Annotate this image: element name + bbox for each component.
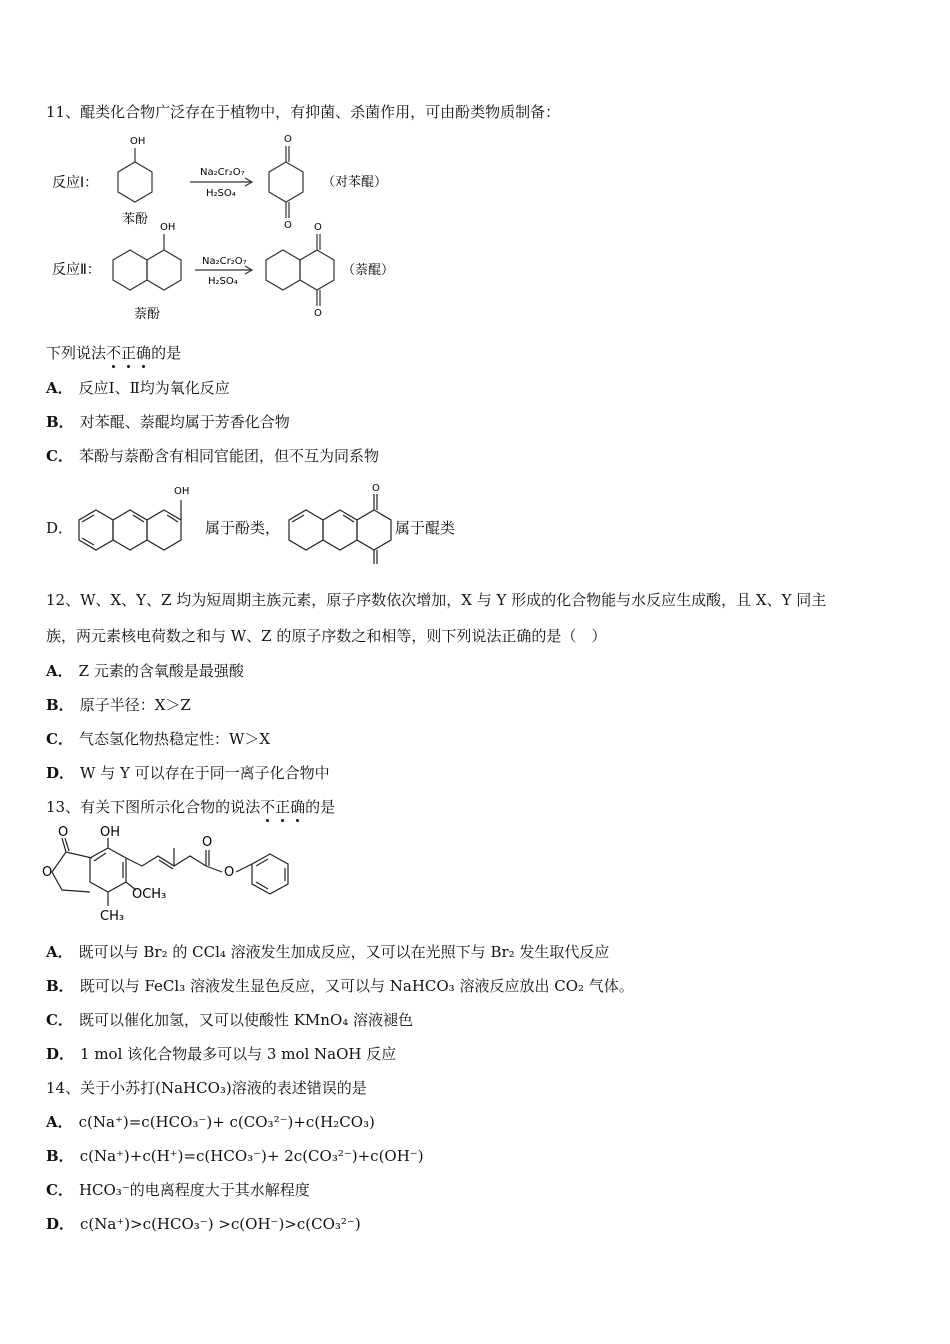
anthrol-structure [76, 482, 206, 562]
reagent-1-top: Na₂Cr₂O₇ [200, 167, 245, 178]
q13-option-d[interactable]: D． 1 mol 该化合物最多可以与 3 mol NaOH 反应 [46, 1045, 397, 1063]
q11-option-d-text2: 属于醌类 [395, 519, 456, 537]
benzoquinone-o-top: O [284, 134, 292, 145]
q13-option-c[interactable]: C． 既可以催化加氢，又可以使酸性 KMnO₄ 溶液褪色 [46, 1011, 414, 1029]
phenol-name: 苯酚 [122, 212, 149, 227]
q12-stem-line2: 族，两元素核电荷数之和与 W、Z 的原子序数之和相等，则下列说法正确的是（ ） [46, 627, 607, 645]
q14-option-b[interactable]: B． c(Na⁺)+c(H⁺)=c(HCO₃⁻)+ 2c(CO₃²⁻)+c(OH⁻) [46, 1147, 424, 1165]
reagent-1-bottom: H₂SO₄ [206, 188, 236, 199]
naphthoquinone-name: （萘醌） [342, 263, 395, 278]
q11-option-b[interactable]: B． 对苯醌、萘醌均属于芳香化合物 [46, 413, 290, 431]
q13-ester-carbonyl-o-label: O [202, 835, 213, 850]
q11-reaction-scheme [40, 130, 460, 325]
q13-option-b[interactable]: B． 既可以与 FeCl₃ 溶液发生显色反应，又可以与 NaHCO₃ 溶液反应放出 CO₂ 气体。 [46, 977, 634, 995]
phenol-oh: OH [130, 136, 146, 147]
q11-option-a[interactable]: A． 反应Ⅰ、Ⅱ均为氧化反应 [46, 379, 230, 397]
naphthoquinone-o-top: O [314, 222, 322, 233]
q14-option-a[interactable]: A． c(Na⁺)=c(HCO₃⁻)+ c(CO₃²⁻)+c(H₂CO₃) [46, 1113, 375, 1131]
reagent-2-top: Na₂Cr₂O₇ [202, 256, 247, 267]
q14-option-d[interactable]: D． c(Na⁺)>c(HCO₃⁻) >c(OH⁻)>c(CO₃²⁻) [46, 1215, 361, 1233]
reagent-2-bottom: H₂SO₄ [208, 276, 238, 287]
q11-option-c[interactable]: C． 苯酚与萘酚含有相同官能团，但不互为同系物 [46, 447, 379, 465]
q11-stem: 11、醌类化合物广泛存在于植物中，有抑菌、杀菌作用，可由酚类物质制备： [46, 103, 561, 121]
q13-oh-label: OH [100, 825, 121, 840]
q13-carbonyl-o-label: O [58, 825, 69, 840]
naphthol-name: 萘酚 [134, 307, 161, 322]
q13-och3-label: OCH₃ [132, 887, 167, 902]
q13-ch3-label: CH₃ [100, 909, 125, 924]
q12-option-c[interactable]: C． 气态氢化物热稳定性：W＞X [46, 730, 271, 748]
anthraquinone-structure [288, 482, 398, 562]
benzoquinone-name: （对苯醌） [322, 175, 388, 190]
benzoquinone-o-bottom: O [284, 220, 292, 231]
q11-option-d-label[interactable]: D． [46, 519, 74, 537]
anthraquinone-o-top: O [372, 483, 380, 494]
q13-stem: 13、有关下图所示化合物的说法不正确的是 [46, 798, 336, 816]
anthrol-oh: OH [174, 486, 190, 497]
q14-option-c[interactable]: C． HCO₃⁻的电离程度大于其水解程度 [46, 1181, 310, 1199]
naphthoquinone-o-bottom: O [314, 308, 322, 319]
q12-option-d[interactable]: D． W 与 Y 可以存在于同一离子化合物中 [46, 764, 330, 782]
q12-option-b[interactable]: B． 原子半径：X＞Z [46, 696, 191, 714]
q12-stem-line1: 12、W、X、Y、Z 均为短周期主族元素，原子序数依次增加，X 与 Y 形成的化合物能与水反应生成酸，且 X、Y 同主 [46, 591, 827, 609]
q13-ring-o-label: O [42, 865, 53, 880]
reaction2-label: 反应Ⅱ： [52, 262, 101, 278]
q12-option-a[interactable]: A． Z 元素的含氧酸是最强酸 [46, 662, 244, 680]
q13-structure [42, 825, 312, 928]
reaction1-label: 反应Ⅰ： [52, 175, 99, 191]
q14-stem: 14、关于小苏打(NaHCO₃)溶液的表述错误的是 [46, 1079, 367, 1097]
q13-ester-o-label: O [224, 865, 235, 880]
q11-question: 下列说法不正确的是 [46, 344, 182, 362]
naphthol-oh: OH [160, 222, 176, 233]
q11-option-d-text1: 属于酚类， [205, 519, 281, 537]
q13-option-a[interactable]: A． 既可以与 Br₂ 的 CCl₄ 溶液发生加成反应，又可以在光照下与 Br₂ 发生取代反应 [46, 943, 610, 961]
